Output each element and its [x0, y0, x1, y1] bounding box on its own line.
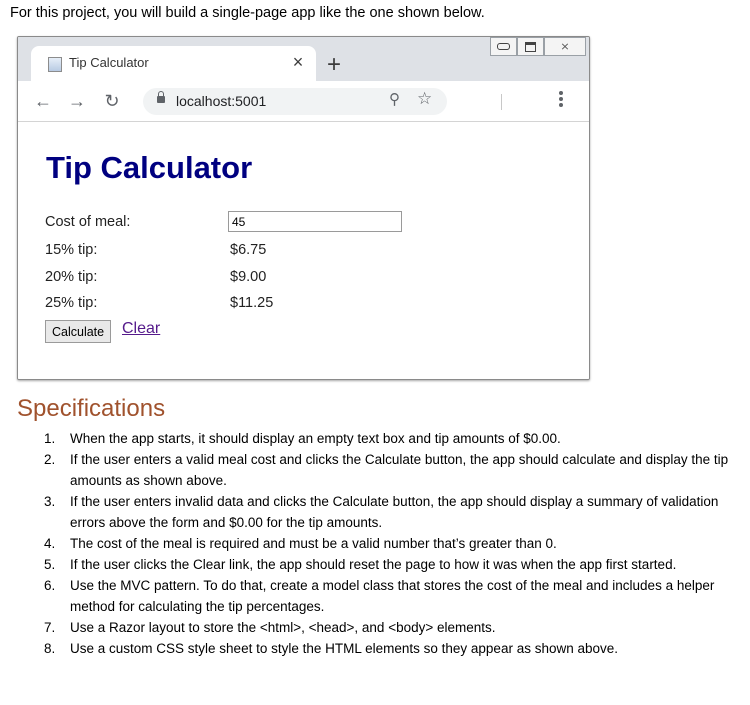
- list-text: If the user enters a valid meal cost and clicks the Calculate button, the app should calculate and display the tip amounts as shown above.: [70, 452, 729, 488]
- tip-25-label: 25% tip:: [45, 295, 98, 311]
- reload-icon[interactable]: ↻: [104, 91, 120, 111]
- list-item: [44, 533, 734, 554]
- favicon-icon: [48, 57, 62, 72]
- app-title: Tip Calculator: [46, 150, 253, 185]
- specifications-list: [44, 428, 734, 659]
- maximize-icon: [525, 42, 536, 52]
- list-number: 1.: [44, 431, 56, 446]
- window-close-button[interactable]: ⨯: [544, 37, 586, 56]
- list-text: The cost of the meal is required and must be a valid number that’s greater than 0.: [70, 536, 557, 551]
- list-number: 4.: [44, 536, 56, 551]
- list-text: Use the MVC pattern. To do that, create a model class that stores the cost of the meal and includes a helper method for calculating the tip percentages.: [70, 578, 715, 614]
- back-arrow-icon[interactable]: ←: [34, 91, 52, 111]
- browser-toolbar: [18, 81, 589, 122]
- browser-menu-icon[interactable]: [551, 89, 571, 109]
- list-text: If the user clicks the Clear link, the app should reset the page to how it was when the app first started.: [70, 557, 677, 572]
- list-text: Use a custom CSS style sheet to style the HTML elements so they appear as shown above.: [70, 641, 619, 656]
- tip-15-label: 15% tip:: [45, 242, 98, 258]
- tip-20-label: 20% tip:: [45, 269, 98, 285]
- window-controls: [490, 37, 586, 56]
- list-item: [44, 449, 734, 491]
- browser-tab[interactable]: [31, 46, 316, 81]
- address-bar[interactable]: [143, 88, 447, 115]
- list-text: Use a Razor layout to store the <html>, <head>, and <body> elements.: [70, 620, 496, 635]
- cost-of-meal-input[interactable]: [228, 211, 402, 232]
- list-number: 3.: [44, 494, 56, 509]
- list-text: When the app starts, it should display an empty text box and tip amounts of $0.00.: [70, 431, 561, 446]
- list-item: [44, 617, 734, 638]
- minimize-icon: [497, 43, 510, 50]
- clear-link[interactable]: Clear: [122, 320, 161, 337]
- zoom-icon[interactable]: ⚲: [389, 91, 400, 108]
- intro-text: For this project, you will build a single-page app like the one shown below.: [10, 5, 485, 21]
- list-item: [44, 638, 734, 659]
- tip-25-value: $11.25: [230, 295, 274, 311]
- browser-titlebar: [18, 37, 589, 81]
- maximize-button[interactable]: [517, 37, 544, 56]
- new-tab-button[interactable]: +: [326, 51, 341, 78]
- tab-close-icon[interactable]: ×: [292, 52, 304, 72]
- list-item: [44, 491, 734, 533]
- calculate-button[interactable]: Calculate: [45, 320, 111, 343]
- tip-20-value: $9.00: [230, 269, 267, 285]
- url-text: localhost:5001: [176, 93, 267, 109]
- app-page: [18, 122, 589, 379]
- list-number: 8.: [44, 641, 56, 656]
- specifications-heading: Specifications: [17, 395, 166, 422]
- list-text: If the user enters invalid data and clicks the Calculate button, the app should display a summary of validation errors above the form and $0.00 for the tip amounts.: [70, 494, 719, 530]
- forward-arrow-icon[interactable]: →: [68, 91, 86, 111]
- tip-15-value: $6.75: [230, 242, 267, 258]
- list-number: 6.: [44, 578, 56, 593]
- list-item: [44, 554, 734, 575]
- tab-title: Tip Calculator: [69, 55, 149, 70]
- lock-icon: [157, 96, 165, 103]
- cost-label: Cost of meal:: [45, 214, 131, 230]
- list-number: 5.: [44, 557, 56, 572]
- list-item: [44, 428, 734, 449]
- bookmark-star-icon[interactable]: ☆: [417, 89, 433, 108]
- browser-window: [17, 36, 590, 380]
- minimize-button[interactable]: [490, 37, 517, 56]
- toolbar-divider: [501, 94, 502, 110]
- list-number: 2.: [44, 452, 56, 467]
- list-item: [44, 575, 734, 617]
- list-number: 7.: [44, 620, 56, 635]
